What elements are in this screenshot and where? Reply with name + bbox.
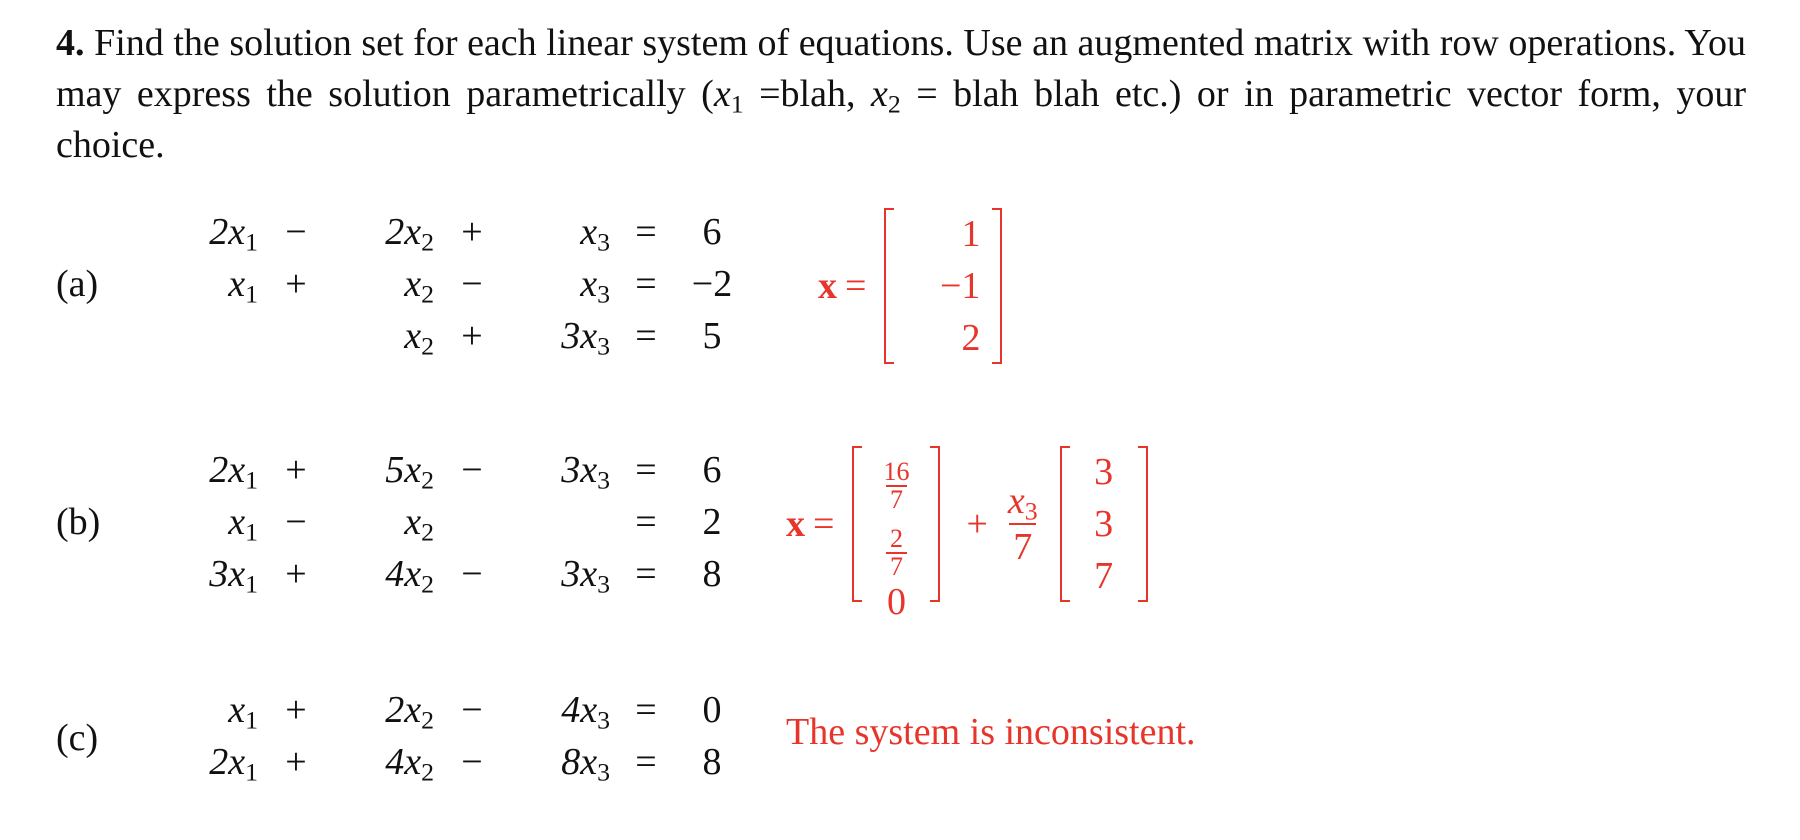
- x-vector-label: x: [818, 265, 837, 307]
- problem-text-3: = blah blah etc.) or in parametric vector form, your choice.: [56, 73, 1746, 166]
- part-b-label: (b): [56, 501, 101, 543]
- part-a-system: [158, 206, 742, 362]
- operator: −: [461, 449, 483, 491]
- equation-row: [158, 736, 742, 788]
- fraction: $\frac{2}{7}$: [886, 526, 907, 580]
- term: $5x_2$: [385, 449, 434, 495]
- operator: +: [285, 689, 307, 731]
- part-c-label: (c): [56, 717, 99, 759]
- particular-vector: [852, 446, 940, 623]
- vector-entry: [872, 513, 920, 580]
- part-c-answer: The system is inconsistent.: [786, 711, 1196, 753]
- equation-row: [158, 258, 742, 310]
- term: $4x_2$: [385, 553, 434, 599]
- term: [158, 310, 258, 362]
- vector-entry: 3: [1094, 503, 1114, 545]
- var-x2: $x_2$: [870, 73, 901, 119]
- equals-sign: =: [813, 503, 835, 545]
- problem-statement: [56, 18, 1746, 171]
- operator: +: [461, 315, 483, 357]
- solution-vector: [884, 208, 1002, 364]
- term: $x_1$: [228, 689, 258, 735]
- equals-sign: =: [635, 689, 657, 731]
- term: $x_3$: [580, 211, 610, 257]
- vector-entry: 0: [886, 581, 906, 623]
- direction-vector: [1060, 446, 1148, 602]
- x-vector-label: x: [786, 503, 805, 545]
- problem-text-2: =blah,: [743, 73, 871, 115]
- constant: 8: [702, 741, 722, 783]
- term: $2x_1$: [209, 211, 258, 257]
- constant: 6: [702, 449, 722, 491]
- operator: −: [461, 553, 483, 595]
- operator: [434, 496, 510, 548]
- term: $x_3$: [580, 263, 610, 309]
- term: $2x_2$: [385, 211, 434, 257]
- constant: 6: [702, 211, 722, 253]
- term: [510, 496, 610, 548]
- equation-row: [158, 444, 742, 496]
- term: $4x_2$: [385, 741, 434, 787]
- term: $x_1$: [228, 263, 258, 309]
- part-c-system: [158, 684, 742, 788]
- vector-entry: −1: [940, 265, 981, 307]
- operator: +: [461, 211, 483, 253]
- operator: −: [461, 263, 483, 305]
- operator: +: [285, 741, 307, 783]
- operator: +: [285, 263, 307, 305]
- operator: −: [461, 689, 483, 731]
- free-variable-coefficient: $\frac{x_3}{7}$: [1007, 480, 1038, 568]
- term: $2x_2$: [385, 689, 434, 735]
- equation-row: [158, 206, 742, 258]
- term: $8x_3$: [561, 741, 610, 787]
- equals-sign: =: [635, 501, 657, 543]
- constant: 8: [702, 553, 722, 595]
- constant: 5: [702, 315, 722, 357]
- operator: −: [285, 501, 307, 543]
- term: $3x_1$: [209, 553, 258, 599]
- constant: 0: [702, 689, 722, 731]
- equals-sign: =: [635, 211, 657, 253]
- equals-sign: =: [635, 741, 657, 783]
- term: $x_2$: [404, 315, 434, 361]
- term: $3x_3$: [561, 315, 610, 361]
- fraction: $\frac{16}{7}$: [883, 457, 910, 514]
- equation-row: [158, 496, 742, 548]
- vector-entry: 1: [961, 213, 981, 255]
- part-b-answer: [786, 446, 1148, 623]
- plus-sign: +: [966, 503, 988, 545]
- term: $2x_1$: [209, 741, 258, 787]
- vector-entry: 3: [1094, 451, 1114, 493]
- part-b-system: [158, 444, 742, 600]
- operator: +: [285, 449, 307, 491]
- equation-row: [158, 684, 742, 736]
- term: $x_1$: [228, 501, 258, 547]
- operator: −: [461, 741, 483, 783]
- equals-sign: =: [845, 265, 867, 307]
- term: $4x_3$: [561, 689, 610, 735]
- operator: +: [285, 553, 307, 595]
- equals-sign: =: [635, 553, 657, 595]
- vector-entry: 7: [1094, 555, 1114, 597]
- part-a-answer: [818, 208, 1002, 364]
- equals-sign: =: [635, 263, 657, 305]
- term: $3x_3$: [561, 553, 610, 599]
- problem-text-1: Find the solution set for each linear system of equations. Use an augmented matrix with row operations. You may express the solution parametrically (: [56, 22, 1746, 115]
- vector-entry: [872, 446, 920, 513]
- equation-row: [158, 548, 742, 600]
- problem-number: 4.: [56, 22, 85, 64]
- term: $x_2$: [404, 501, 434, 547]
- part-a-label: (a): [56, 263, 99, 305]
- constant: −2: [691, 263, 733, 305]
- equals-sign: =: [635, 449, 657, 491]
- var-x1: $x_1$: [713, 73, 744, 119]
- term: $x_2$: [404, 263, 434, 309]
- term: $3x_3$: [561, 449, 610, 495]
- equals-sign: =: [635, 315, 657, 357]
- operator: −: [285, 211, 307, 253]
- vector-entry: 2: [961, 317, 981, 359]
- equation-row: [158, 310, 742, 362]
- operator: [258, 310, 334, 362]
- constant: 2: [702, 501, 722, 543]
- term: $2x_1$: [209, 449, 258, 495]
